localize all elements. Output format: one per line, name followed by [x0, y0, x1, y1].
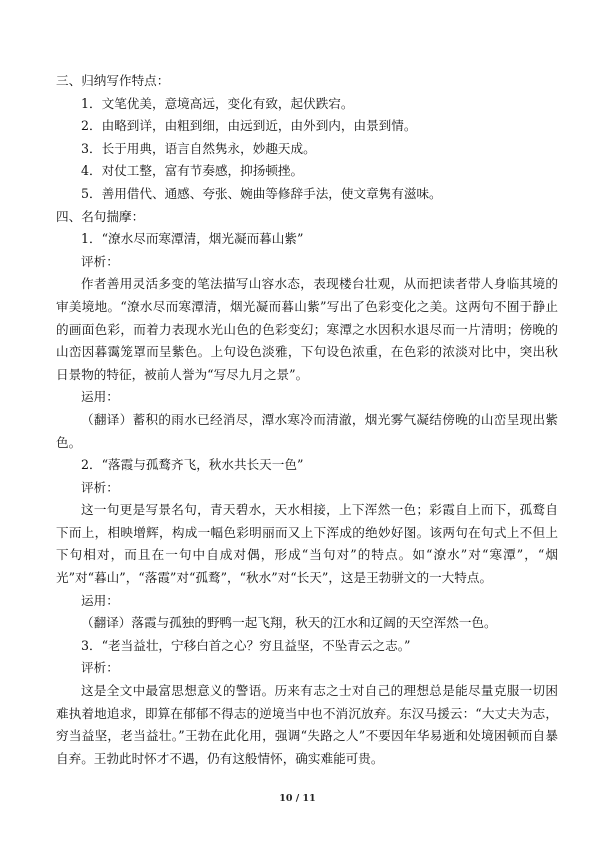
q2-eval-text: 这一句更是写景名句，青天碧水，天水相接，上下浑然一色；彩霞自上而下，孤鹜自下而上，相映增辉，构成一幅色彩明丽而又上下浑成的绝妙好图。该两句在句式上不但上下句相对，而且在一句中自成对偶，形成“当句对”的特点。如“潦水”对“寒潭”，“烟光”对“暮山”，“落霞”对“孤鹜”，“秋水”对“长天”，这是王勃骈文的一大特点。 — [56, 502, 558, 586]
q3-title: 3．“老当益壮，宁移白首之心？穷且益坚，不坠青云之志。” — [81, 637, 411, 653]
s3-item-5: 5．善用借代、通感、夸张、婉曲等修辞手法，使文章隽有滋味。 — [81, 185, 442, 201]
s3-item-4: 4．对仗工整，富有节奏感，抑扬顿挫。 — [81, 163, 304, 179]
section-3-title: 三、归纳写作特点： — [56, 73, 170, 88]
page-number: 10 / 11 — [279, 793, 316, 804]
q1-use-label: 运用： — [81, 389, 119, 405]
q1-eval-text: 作者善用灵活多变的笔法描写山容水态，表现楼台壮观，从而把读者带人身临其境的审美境地。“潦水尽而寒潭清，烟光凝而暮山紫”写出了色彩变化之美。这两句不囿于静止的画面色彩，而着力表现水光山色的色彩变幻；寒潭之水因积水退尽而一片清明；傍晚的山峦因暮霭笼罩而呈紫色。上句设色淡雅，下句设色浓重，在色彩的浓淡对比中，突出秋日景物的特征，被前人誉为“写尽九月之景”。 — [56, 276, 558, 382]
q1-eval-label: 评析： — [81, 253, 119, 269]
q3-eval-text: 这是全文中最富思想意义的警语。历来有志之士对自己的理想总是能尽量克服一切困难执着地追求，即算在郁郁不得志的逆境当中也不消沉放弃。东汉马援云：“大丈夫为志，穷当益坚，老当益壮。”王勃在此化用，强调“失路之人”不要因年华易逝和处境困顿而自暴自弃。王勃此时怀才不遇，仍有这般情怀，确实难能可贵。 — [56, 683, 558, 766]
document-body — [56, 70, 558, 770]
q2-eval-label: 评析： — [81, 479, 119, 495]
s3-item-3: 3．长于用典，语言自然隽永，妙趣天成。 — [81, 140, 316, 156]
s3-item-2: 2．由略到详，由粗到细，由远到近，由外到内，由景到情。 — [81, 118, 417, 134]
q1-use-text: （翻译）蓄积的雨水已经消尽，潭水寒冷而清澈，烟光雾气凝结傍晚的山峦呈现出紫色。 — [56, 411, 558, 450]
section-4-title: 四、名句揣摩： — [56, 208, 145, 224]
q3-eval-label: 评析： — [81, 660, 119, 676]
q2-use-text: （翻译）落霞与孤独的野鸭一起飞翔，秋天的江水和辽阔的天空浑然一色。 — [81, 615, 497, 631]
q2-title: 2．“落霞与孤鹜齐飞，秋水共长天一色” — [81, 457, 304, 473]
q1-title: 1．“潦水尽而寒潭清，烟光凝而暮山紫” — [81, 231, 304, 247]
q2-use-label: 运用： — [81, 592, 119, 608]
s3-item-1: 1．文笔优美，意境高远，变化有致，起伏跌宕。 — [81, 95, 354, 111]
